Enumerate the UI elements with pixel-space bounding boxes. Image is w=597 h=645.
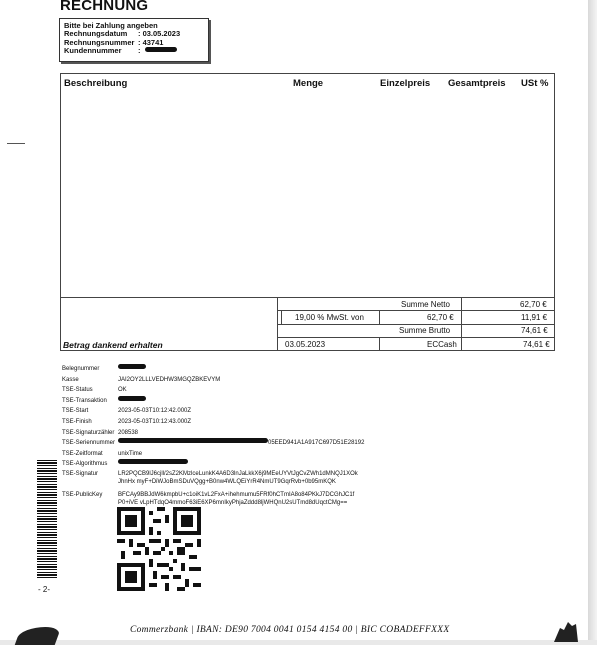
- number-value: : 43741: [138, 37, 164, 47]
- tse-value: 2023-05-03T10:12:42.000Z: [118, 408, 192, 415]
- tse-key: TSE-Finish: [62, 418, 92, 425]
- tse-value: 2023-05-03T10:12:43.000Z: [118, 418, 192, 425]
- redaction-mark: [118, 438, 268, 443]
- grid-line: [379, 338, 380, 351]
- tse-key: TSE-Zeitformat: [62, 450, 103, 457]
- tse-value: BFCAy9BBJdW6kmpbU+c1oiK1vL2FxA+ihehmumu5FRf0hCTmIA8o84PKkJ7DCGhJC1fP0+iVE vLpHTdqO4mmoF63iE6XP6mnIkyPhjaZddd8ljWHQnU2sUTmd8dUqctCMg==: [118, 491, 355, 506]
- tse-key: Belegnummer: [62, 366, 100, 372]
- tse-key: TSE-PublicKey: [62, 491, 103, 498]
- tse-value: 05EED941A1A917C697D51E28192: [268, 440, 365, 447]
- tse-row: [62, 417, 364, 428]
- payment-value: 74,61 €: [523, 340, 550, 349]
- tse-value: JAI2OY2LLLVEDHW3MGQZBKEVYM: [118, 376, 221, 383]
- bank-logo-right: [550, 620, 580, 642]
- netto-label: Summe Netto: [401, 300, 450, 309]
- tse-row: [62, 375, 364, 386]
- header-vat-percent: USt %: [521, 78, 549, 89]
- grid-line: [277, 337, 554, 338]
- tse-key: TSE-Start: [62, 408, 89, 415]
- header-quantity: Menge: [293, 78, 324, 89]
- tse-key: TSE-Signaturzähler: [62, 429, 115, 436]
- tse-value: OK: [118, 387, 127, 394]
- invoice-info-box: [59, 18, 209, 62]
- qr-code: [117, 507, 201, 591]
- page-edge-shadow: [588, 0, 597, 640]
- grid-line: [277, 310, 554, 311]
- page-number: - 2-: [38, 585, 50, 594]
- tse-row: [62, 459, 364, 470]
- summary-grid: [61, 297, 554, 351]
- payment-note: Bitte bei Zahlung angeben: [64, 21, 158, 30]
- barcode-image: [37, 460, 57, 580]
- customer-label: Kundennummer: [64, 45, 122, 55]
- redaction-mark: [118, 364, 146, 369]
- redaction-mark: [145, 47, 177, 52]
- thanks-text: Betrag dankend erhalten: [63, 340, 163, 350]
- tse-row: [62, 364, 364, 375]
- payment-date: 03.05.2023: [285, 340, 326, 349]
- header-description: Beschreibung: [64, 78, 128, 89]
- header-total-price: Gesamtpreis: [448, 78, 506, 89]
- netto-value: 62,70 €: [520, 300, 547, 309]
- header-unit-price: Einzelpreis: [380, 78, 431, 89]
- redaction-mark: [118, 396, 146, 401]
- grid-line: [281, 311, 282, 324]
- tse-key: TSE-Transaktion: [62, 397, 107, 404]
- brutto-value: 74,61 €: [521, 326, 548, 335]
- vat-base: 62,70 €: [427, 313, 454, 322]
- bank-footer: Commerzbank | IBAN: DE90 7004 0041 0154 4154 00 | BIC COBADEFFXXX: [130, 625, 450, 635]
- grid-line: [379, 311, 380, 324]
- grid-line: [277, 324, 554, 325]
- tse-row: [62, 491, 364, 507]
- tse-row: [62, 438, 364, 449]
- tse-row: [62, 449, 364, 460]
- date-value: : 03.05.2023: [138, 29, 181, 39]
- fold-mark: [7, 143, 25, 144]
- items-table: [60, 73, 555, 351]
- invoice-title: RECHNUNG: [60, 0, 149, 14]
- tse-key: TSE-Algorithmus: [62, 461, 108, 468]
- tse-key: TSE-Status: [62, 387, 93, 394]
- tse-row: [62, 385, 364, 396]
- tse-info: [62, 364, 364, 507]
- number-label: Rechnungsnummer: [64, 37, 135, 47]
- tse-key: TSE-Signatur: [62, 470, 99, 477]
- tse-row: [62, 396, 364, 407]
- tse-value: unixTime: [118, 450, 143, 457]
- date-label: Rechnungsdatum: [64, 29, 128, 39]
- vat-value: 11,91 €: [521, 313, 548, 322]
- payment-method: ECCash: [427, 340, 457, 349]
- tse-row: [62, 406, 364, 417]
- redaction-mark: [118, 459, 188, 464]
- customer-value: :: [138, 45, 141, 55]
- brutto-label: Summe Brutto: [399, 326, 451, 335]
- tse-row: [62, 470, 364, 491]
- tse-row: [62, 428, 364, 439]
- tse-key: TSE-Seriennummer: [62, 440, 116, 447]
- tse-key: Kasse: [62, 376, 79, 383]
- bank-logo-left: [15, 627, 62, 645]
- tse-value: 208538: [118, 429, 139, 436]
- vat-rate: 19,00 % MwSt. von: [295, 313, 364, 322]
- tse-value: LR2PQCB9lJ6cjll/2sZ2KMzlceLunkK4A6D3lnJaLkkX6j9MEeUYVtJgCvZWh1dMNQJ1XOkJhnHx myF+DiWJoBmSDuVQgg+B0nw4WLQEiYrR4NmUT9GqrRvb+0b95mKQK: [118, 470, 358, 485]
